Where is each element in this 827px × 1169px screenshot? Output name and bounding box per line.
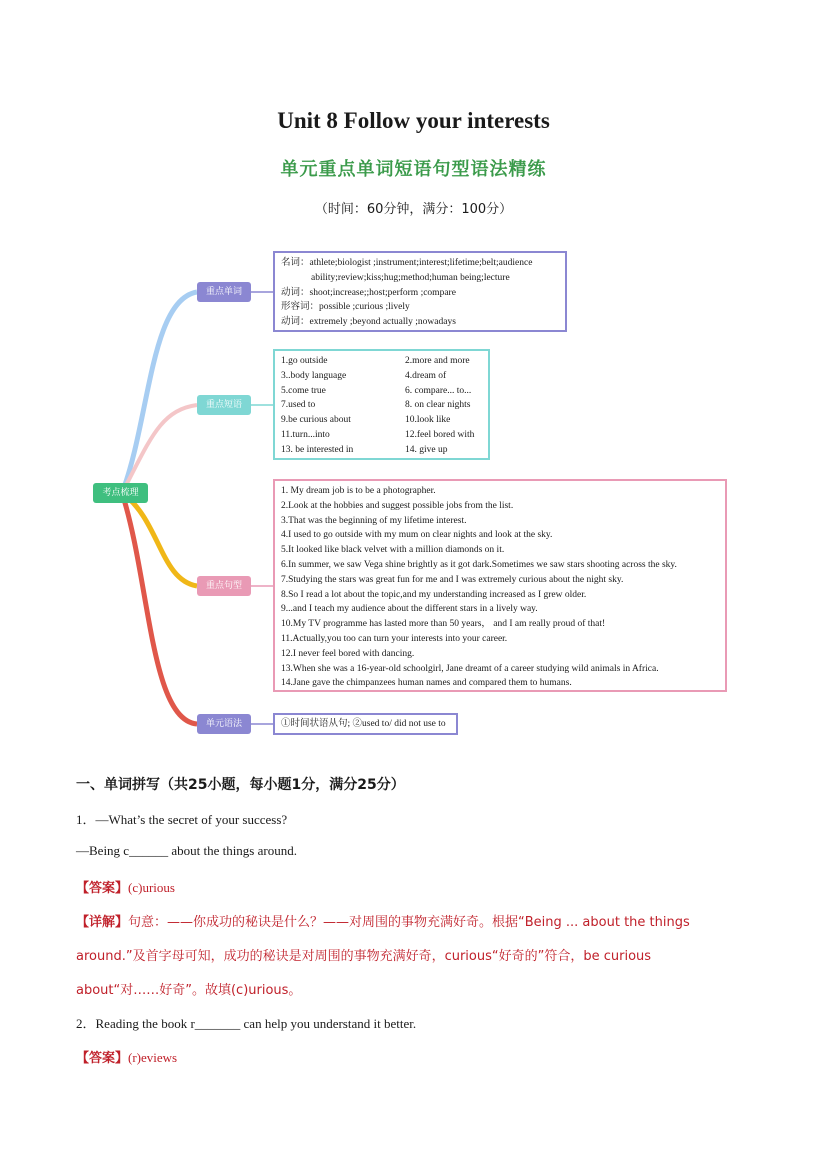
- answer-tag: 【答案】: [76, 1051, 129, 1066]
- key-sentences-box: [273, 479, 727, 692]
- sentence-item: 11.Actually,you too can turn your interests into your career.: [281, 633, 508, 644]
- question-1-detail-line-2: around.”及首字母可知，成功的秘诀是对周围的事物充满好奇，curious“好奇的”符合，be curious: [76, 949, 652, 964]
- connector-grammar: [122, 493, 197, 724]
- sentence-item: 9...and I teach my audience about the different stars in a lively way.: [281, 604, 538, 615]
- mindmap-root: 考点梳理: [93, 483, 148, 503]
- branch-key-phrases: 重点短语: [197, 395, 251, 415]
- phrase-item: 3..body language: [281, 370, 347, 381]
- sentence-item: 5.It looked like black velvet with a million diamonds on it.: [281, 545, 505, 556]
- phrase-item: 10.look like: [405, 415, 451, 426]
- phrase-item: 7.used to: [281, 400, 316, 411]
- sentence-item: 7.Studying the stars was great fun for me and I was extremely curious about the night sky.: [281, 574, 624, 585]
- phrase-item: 12.feel bored with: [405, 429, 475, 440]
- phrase-item: 8. on clear nights: [405, 400, 471, 411]
- sentence-item: 10.My TV programme has lasted more than 50 years， and I am really proud of that!: [281, 619, 606, 630]
- sentence-item: 6.In summer, we saw Vega shine brightly as it got dark.Sometimes we saw stars shooting across the sky.: [281, 559, 677, 570]
- branch-key-words: 重点单词: [197, 282, 251, 302]
- key-words-box: [273, 251, 567, 332]
- key-phrases-box: [273, 349, 490, 460]
- phrase-item: 2.more and more: [405, 356, 470, 366]
- question-2-line-1: 2．Reading the book r_______ can help you understand it better.: [76, 1016, 417, 1031]
- words-line: 动词：shoot;increase;;host;perform ;compare: [281, 287, 456, 298]
- detail-text: 句意：——你成功的秘诀是什么？——对周围的事物充满好奇。根据“Being ... about the things: [128, 915, 690, 930]
- sentence-item: 13.When she was a 16-year-old schoolgirl, Jane dreamt of a career studying wild animals in Africa.: [281, 663, 659, 674]
- sentence-item: 4.I used to go outside with my mum on clear nights and look at the sky.: [281, 530, 553, 541]
- answer-tag: 【答案】: [76, 881, 129, 896]
- answer-value: (c)urious: [128, 880, 175, 895]
- question-2-answer: [76, 1047, 177, 1066]
- phrase-item: 6. compare... to...: [405, 385, 472, 396]
- connector-words: [122, 292, 197, 493]
- detail-tag: 【详解】: [76, 915, 129, 930]
- sentence-item: 2.Look at the hobbies and suggest possible jobs from the list.: [281, 500, 514, 511]
- sentence-item: 14.Jane gave the chimpanzees human names and compared them to humans.: [281, 678, 572, 689]
- exam-timing: （时间：60分钟，满分：100分）: [314, 202, 513, 217]
- page-subtitle: 单元重点单词短语句型语法精练: [280, 159, 547, 180]
- sentence-item: 12.I never feel bored with dancing.: [281, 648, 415, 659]
- phrase-item: 13. be interested in: [281, 444, 354, 455]
- question-1-answer: [76, 877, 175, 896]
- phrase-item: 1.go outside: [281, 356, 328, 366]
- question-1-line-2: —Being c______ about the things around.: [76, 843, 297, 858]
- question-1-line-1: 1．—What’s the secret of your success?: [76, 812, 288, 827]
- section-heading: 一、单词拼写（共25小题，每小题1分，满分25分）: [76, 777, 405, 793]
- words-line: ability;review;kiss;hug;method;human being;lecture: [311, 272, 510, 283]
- sentence-item: 1. My dream job is to be a photographer.: [281, 486, 436, 496]
- words-line: 动词：extremely ;beyond actually ;nowadays: [281, 317, 456, 328]
- grammar-text: ①时间状语从句; ②used to/ did not use to: [281, 719, 446, 729]
- branch-key-sentences: 重点句型: [197, 576, 251, 596]
- grammar-box: [273, 713, 458, 735]
- question-1-detail-line-3: about“对……好奇”。故填(c)urious。: [76, 983, 302, 998]
- sentence-item: 8.So I read a lot about the topic,and my understanding increased as I grew older.: [281, 589, 587, 600]
- phrase-item: 11.turn...into: [281, 429, 330, 440]
- words-line: 形容词：possible ;curious ;lively: [281, 302, 410, 313]
- phrase-item: 14. give up: [405, 444, 448, 455]
- phrase-item: 9.be curious about: [281, 415, 351, 426]
- words-line: 名词：athlete;biologist ;instrument;interest;lifetime;belt;audience: [281, 258, 533, 268]
- phrase-item: 5.come true: [281, 385, 326, 396]
- page-title: Unit 8 Follow your interests: [277, 108, 550, 133]
- phrase-item: 4.dream of: [405, 370, 447, 381]
- answer-value: (r)eviews: [128, 1050, 178, 1065]
- branch-grammar: 单元语法: [197, 714, 251, 734]
- sentence-item: 3.That was the beginning of my lifetime interest.: [281, 515, 467, 526]
- question-1-detail-line-1: [76, 911, 756, 930]
